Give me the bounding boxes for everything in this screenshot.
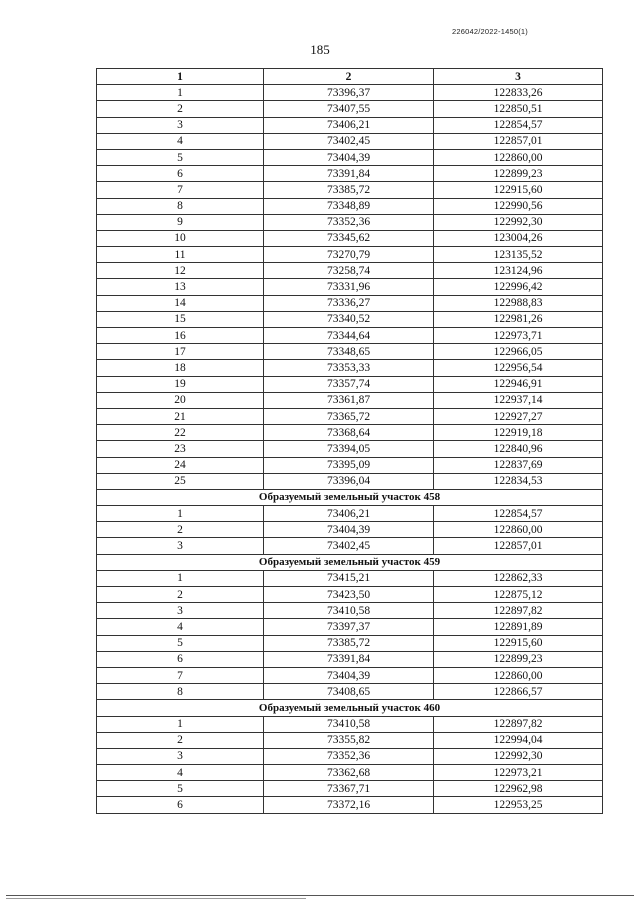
point-number-cell: 12 xyxy=(97,263,264,279)
point-number-cell: 9 xyxy=(97,214,264,230)
point-number-cell: 2 xyxy=(97,101,264,117)
column-header-y: 3 xyxy=(434,69,603,85)
table-row xyxy=(97,198,603,214)
point-number-cell: 3 xyxy=(97,748,264,764)
y-coordinate-cell: 122875,12 xyxy=(434,587,603,603)
section-title-row xyxy=(97,489,603,505)
x-coordinate-cell: 73344,64 xyxy=(264,328,434,344)
table-row xyxy=(97,570,603,586)
point-number-cell: 5 xyxy=(97,781,264,797)
table-row xyxy=(97,441,603,457)
x-coordinate-cell: 73397,37 xyxy=(264,619,434,635)
x-coordinate-cell: 73396,37 xyxy=(264,85,434,101)
table-row xyxy=(97,117,603,133)
table-row xyxy=(97,166,603,182)
y-coordinate-cell: 122899,23 xyxy=(434,651,603,667)
y-coordinate-cell: 122850,51 xyxy=(434,101,603,117)
point-number-cell: 22 xyxy=(97,425,264,441)
section-title-row xyxy=(97,700,603,716)
point-number-cell: 11 xyxy=(97,247,264,263)
x-coordinate-cell: 73385,72 xyxy=(264,182,434,198)
x-coordinate-cell: 73368,64 xyxy=(264,425,434,441)
x-coordinate-cell: 73406,21 xyxy=(264,506,434,522)
point-number-cell: 15 xyxy=(97,311,264,327)
x-coordinate-cell: 73348,89 xyxy=(264,198,434,214)
x-coordinate-cell: 73404,39 xyxy=(264,149,434,165)
x-coordinate-cell: 73336,27 xyxy=(264,295,434,311)
x-coordinate-cell: 73404,39 xyxy=(264,667,434,683)
table-row xyxy=(97,133,603,149)
page-number: 185 xyxy=(310,42,330,57)
y-coordinate-cell: 122956,54 xyxy=(434,360,603,376)
point-number-cell: 5 xyxy=(97,635,264,651)
footer-rule-secondary xyxy=(6,898,306,899)
x-coordinate-cell: 73395,09 xyxy=(264,457,434,473)
point-number-cell: 13 xyxy=(97,279,264,295)
point-number-cell: 14 xyxy=(97,295,264,311)
table-row xyxy=(97,101,603,117)
point-number-cell: 19 xyxy=(97,376,264,392)
y-coordinate-cell: 122915,60 xyxy=(434,182,603,198)
point-number-cell: 6 xyxy=(97,797,264,813)
y-coordinate-cell: 122899,23 xyxy=(434,166,603,182)
x-coordinate-cell: 73410,58 xyxy=(264,603,434,619)
y-coordinate-cell: 122996,42 xyxy=(434,279,603,295)
point-number-cell: 2 xyxy=(97,732,264,748)
y-coordinate-cell: 123124,96 xyxy=(434,263,603,279)
point-number-cell: 1 xyxy=(97,506,264,522)
y-coordinate-cell: 122860,00 xyxy=(434,149,603,165)
table-row xyxy=(97,247,603,263)
y-coordinate-cell: 122990,56 xyxy=(434,198,603,214)
table-row xyxy=(97,619,603,635)
table-header-row xyxy=(97,69,603,85)
point-number-cell: 4 xyxy=(97,619,264,635)
x-coordinate-cell: 73345,62 xyxy=(264,230,434,246)
point-number-cell: 2 xyxy=(97,587,264,603)
table-row xyxy=(97,781,603,797)
point-number-cell: 5 xyxy=(97,149,264,165)
x-coordinate-cell: 73404,39 xyxy=(264,522,434,538)
y-coordinate-cell: 122897,82 xyxy=(434,603,603,619)
table-row xyxy=(97,716,603,732)
table-row xyxy=(97,360,603,376)
x-coordinate-cell: 73402,45 xyxy=(264,133,434,149)
point-number-cell: 3 xyxy=(97,603,264,619)
table-row xyxy=(97,732,603,748)
point-number-cell: 4 xyxy=(97,765,264,781)
y-coordinate-cell: 122937,14 xyxy=(434,392,603,408)
table-row xyxy=(97,230,603,246)
y-coordinate-cell: 122992,30 xyxy=(434,214,603,230)
y-coordinate-cell: 122988,83 xyxy=(434,295,603,311)
table-row xyxy=(97,85,603,101)
x-coordinate-cell: 73408,65 xyxy=(264,684,434,700)
x-coordinate-cell: 73352,36 xyxy=(264,214,434,230)
table-body xyxy=(97,85,603,813)
point-number-cell: 10 xyxy=(97,230,264,246)
y-coordinate-cell: 122994,04 xyxy=(434,732,603,748)
point-number-cell: 20 xyxy=(97,392,264,408)
y-coordinate-cell: 122897,82 xyxy=(434,716,603,732)
section-title: Образуемый земельный участок 460 xyxy=(97,700,603,716)
x-coordinate-cell: 73357,74 xyxy=(264,376,434,392)
point-number-cell: 16 xyxy=(97,328,264,344)
table-row xyxy=(97,425,603,441)
table-row xyxy=(97,538,603,554)
x-coordinate-cell: 73340,52 xyxy=(264,311,434,327)
document-id: 226042/2022-1450(1) xyxy=(452,27,528,36)
table-row xyxy=(97,263,603,279)
x-coordinate-cell: 73407,55 xyxy=(264,101,434,117)
coordinates-table xyxy=(96,68,603,814)
y-coordinate-cell: 122973,21 xyxy=(434,765,603,781)
y-coordinate-cell: 122857,01 xyxy=(434,538,603,554)
table-row xyxy=(97,506,603,522)
section-title: Образуемый земельный участок 459 xyxy=(97,554,603,570)
point-number-cell: 7 xyxy=(97,182,264,198)
x-coordinate-cell: 73348,65 xyxy=(264,344,434,360)
y-coordinate-cell: 122953,25 xyxy=(434,797,603,813)
point-number-cell: 6 xyxy=(97,166,264,182)
y-coordinate-cell: 123135,52 xyxy=(434,247,603,263)
point-number-cell: 24 xyxy=(97,457,264,473)
table-row xyxy=(97,279,603,295)
table-row xyxy=(97,328,603,344)
x-coordinate-cell: 73406,21 xyxy=(264,117,434,133)
x-coordinate-cell: 73410,58 xyxy=(264,716,434,732)
x-coordinate-cell: 73367,71 xyxy=(264,781,434,797)
x-coordinate-cell: 73353,33 xyxy=(264,360,434,376)
y-coordinate-cell: 122891,89 xyxy=(434,619,603,635)
point-number-cell: 2 xyxy=(97,522,264,538)
y-coordinate-cell: 122866,57 xyxy=(434,684,603,700)
x-coordinate-cell: 73396,04 xyxy=(264,473,434,489)
y-coordinate-cell: 122973,71 xyxy=(434,328,603,344)
y-coordinate-cell: 123004,26 xyxy=(434,230,603,246)
x-coordinate-cell: 73258,74 xyxy=(264,263,434,279)
x-coordinate-cell: 73361,87 xyxy=(264,392,434,408)
y-coordinate-cell: 122981,26 xyxy=(434,311,603,327)
y-coordinate-cell: 122992,30 xyxy=(434,748,603,764)
x-coordinate-cell: 73372,16 xyxy=(264,797,434,813)
table-row xyxy=(97,408,603,424)
column-header-x: 2 xyxy=(264,69,434,85)
point-number-cell: 1 xyxy=(97,85,264,101)
table-row xyxy=(97,797,603,813)
table-row xyxy=(97,344,603,360)
x-coordinate-cell: 73352,36 xyxy=(264,748,434,764)
y-coordinate-cell: 122854,57 xyxy=(434,506,603,522)
column-header-point: 1 xyxy=(97,69,264,85)
y-coordinate-cell: 122837,69 xyxy=(434,457,603,473)
table-row xyxy=(97,457,603,473)
point-number-cell: 1 xyxy=(97,570,264,586)
point-number-cell: 17 xyxy=(97,344,264,360)
x-coordinate-cell: 73391,84 xyxy=(264,166,434,182)
y-coordinate-cell: 122857,01 xyxy=(434,133,603,149)
point-number-cell: 18 xyxy=(97,360,264,376)
table-row xyxy=(97,635,603,651)
table-row xyxy=(97,603,603,619)
table-row xyxy=(97,182,603,198)
table-row xyxy=(97,765,603,781)
table-row xyxy=(97,311,603,327)
y-coordinate-cell: 122860,00 xyxy=(434,522,603,538)
footer-rule xyxy=(6,895,634,896)
y-coordinate-cell: 122840,96 xyxy=(434,441,603,457)
point-number-cell: 1 xyxy=(97,716,264,732)
y-coordinate-cell: 122862,33 xyxy=(434,570,603,586)
point-number-cell: 8 xyxy=(97,684,264,700)
x-coordinate-cell: 73415,21 xyxy=(264,570,434,586)
point-number-cell: 6 xyxy=(97,651,264,667)
table-row xyxy=(97,473,603,489)
y-coordinate-cell: 122966,05 xyxy=(434,344,603,360)
point-number-cell: 23 xyxy=(97,441,264,457)
point-number-cell: 8 xyxy=(97,198,264,214)
table-row xyxy=(97,295,603,311)
y-coordinate-cell: 122927,27 xyxy=(434,408,603,424)
x-coordinate-cell: 73402,45 xyxy=(264,538,434,554)
table-row xyxy=(97,149,603,165)
x-coordinate-cell: 73394,05 xyxy=(264,441,434,457)
point-number-cell: 3 xyxy=(97,538,264,554)
point-number-cell: 25 xyxy=(97,473,264,489)
table-row xyxy=(97,684,603,700)
y-coordinate-cell: 122834,53 xyxy=(434,473,603,489)
x-coordinate-cell: 73391,84 xyxy=(264,651,434,667)
y-coordinate-cell: 122833,26 xyxy=(434,85,603,101)
x-coordinate-cell: 73385,72 xyxy=(264,635,434,651)
table-row xyxy=(97,651,603,667)
table-row xyxy=(97,392,603,408)
y-coordinate-cell: 122919,18 xyxy=(434,425,603,441)
table-row xyxy=(97,376,603,392)
x-coordinate-cell: 73270,79 xyxy=(264,247,434,263)
point-number-cell: 7 xyxy=(97,667,264,683)
point-number-cell: 21 xyxy=(97,408,264,424)
x-coordinate-cell: 73362,68 xyxy=(264,765,434,781)
x-coordinate-cell: 73331,96 xyxy=(264,279,434,295)
point-number-cell: 4 xyxy=(97,133,264,149)
section-title-row xyxy=(97,554,603,570)
y-coordinate-cell: 122860,00 xyxy=(434,667,603,683)
y-coordinate-cell: 122854,57 xyxy=(434,117,603,133)
y-coordinate-cell: 122962,98 xyxy=(434,781,603,797)
point-number-cell: 3 xyxy=(97,117,264,133)
y-coordinate-cell: 122915,60 xyxy=(434,635,603,651)
x-coordinate-cell: 73355,82 xyxy=(264,732,434,748)
table-row xyxy=(97,667,603,683)
table-row xyxy=(97,748,603,764)
x-coordinate-cell: 73423,50 xyxy=(264,587,434,603)
table-row xyxy=(97,522,603,538)
table-row xyxy=(97,214,603,230)
section-title: Образуемый земельный участок 458 xyxy=(97,489,603,505)
y-coordinate-cell: 122946,91 xyxy=(434,376,603,392)
table-row xyxy=(97,587,603,603)
x-coordinate-cell: 73365,72 xyxy=(264,408,434,424)
